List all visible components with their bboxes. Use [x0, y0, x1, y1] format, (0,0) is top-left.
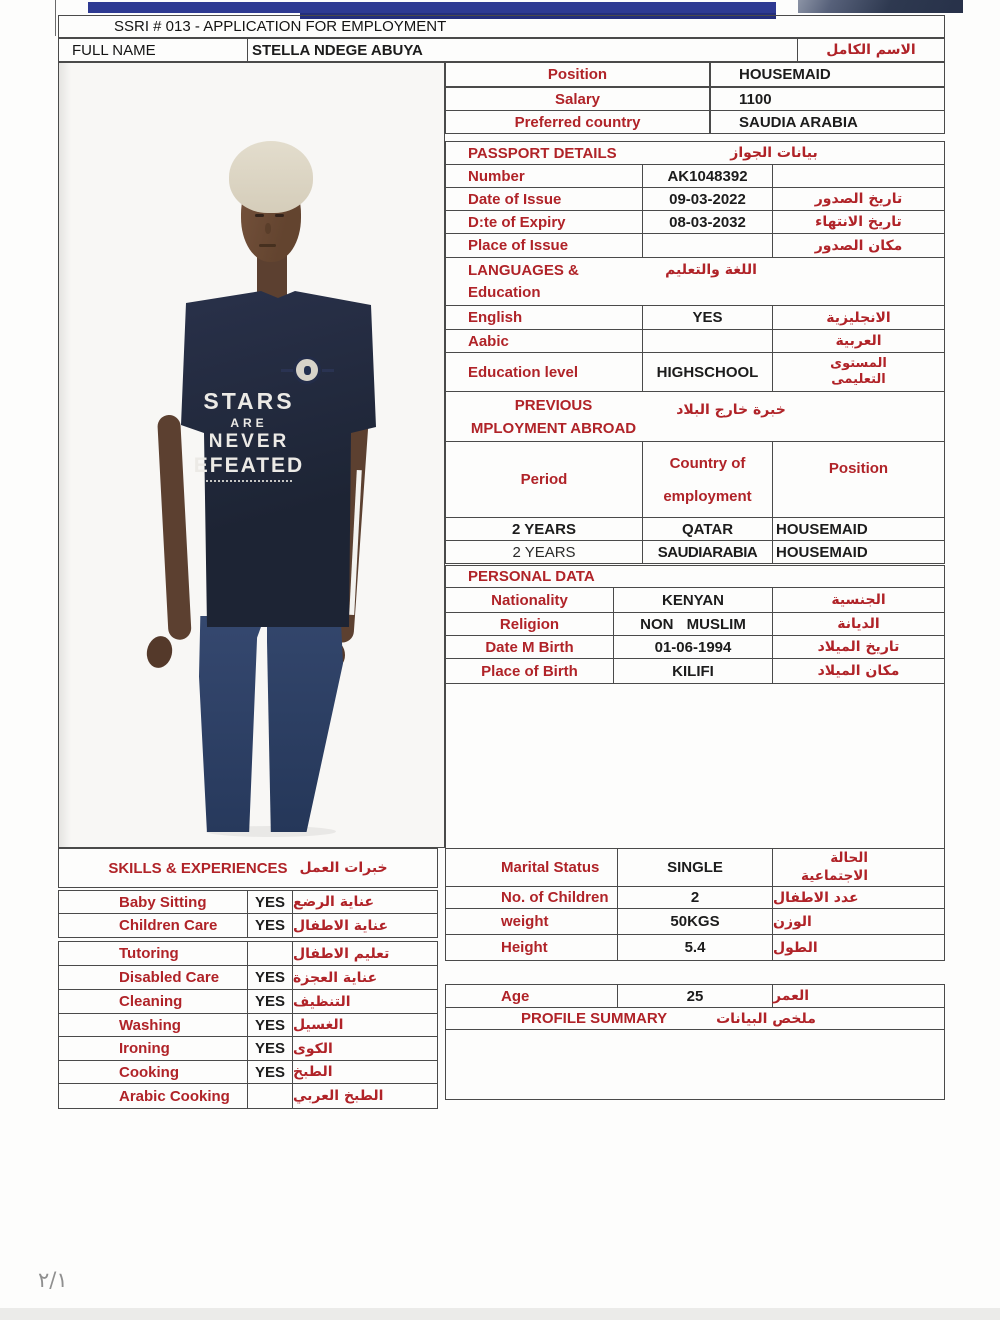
arabic-language-value [642, 329, 773, 353]
place-of-issue-arabic: مكان الصدور [772, 233, 945, 258]
previous-employment-title [446, 394, 661, 440]
photo-eye-left [255, 214, 264, 217]
languages-title-line2: Education [468, 283, 541, 301]
weight-value: 50KGS [617, 908, 773, 935]
position-value: HOUSEMAID [710, 62, 945, 87]
education-level-value: HIGHSCHOOL [642, 352, 773, 392]
previous-employment-title-line1: PREVIOUS [514, 396, 593, 414]
date-of-birth-label: Date M Birth [445, 635, 614, 659]
weight-label: weight [445, 908, 618, 935]
tshirt-print-line4: EFEATED [193, 454, 305, 477]
tshirt-logo-wing-left [281, 369, 293, 372]
passport-number-arabic [772, 164, 945, 188]
languages-title-arabic: اللغة والتعليم [665, 262, 757, 278]
skill-ironing-label: Ironing [58, 1036, 248, 1061]
weight-arabic: الوزن [772, 908, 945, 935]
tshirt-print-line2: ARE [230, 416, 268, 430]
full-name-value: STELLA NDEGE ABUYA [247, 38, 798, 62]
religion-label: Religion [445, 612, 614, 636]
marital-status-value: SINGLE [617, 848, 773, 887]
skill-disabled-care-value: YES [247, 965, 293, 990]
skill-ironing-arabic: الكوى [292, 1036, 438, 1061]
nationality-label: Nationality [445, 587, 614, 613]
skill-children-care-arabic: عناية الاطفال [292, 913, 438, 938]
skill-disabled-care-label: Disabled Care [58, 965, 248, 990]
skill-cooking-value: YES [247, 1060, 293, 1084]
skill-children-care-label: Children Care [58, 913, 248, 938]
skill-cooking-label: Cooking [58, 1060, 248, 1084]
skill-disabled-care-arabic: عناية العجزة [292, 965, 438, 990]
date-of-issue-arabic: تاريخ الصدور [772, 187, 945, 211]
children-count-arabic: عدد الاطفال [772, 886, 945, 909]
marital-status-arabic [772, 848, 945, 887]
photo-jeans-left-leg [199, 616, 265, 832]
passport-title-arabic: بيانات الجواز [730, 145, 818, 161]
preferred-country-label: Preferred country [445, 110, 710, 134]
employment-header-country-line1: Country of [669, 454, 746, 472]
photo-jeans-right-leg [267, 616, 343, 832]
tshirt-print-line1: STARS [203, 388, 295, 414]
profile-summary-empty-box [445, 1029, 945, 1100]
tshirt-print-smallline [206, 480, 292, 482]
position-label: Position [445, 62, 710, 87]
skills-title-arabic: خبرات العمل [299, 860, 388, 876]
photo-arm-left [157, 414, 192, 640]
employment-header-position: Position [772, 441, 945, 518]
employment-row2-period: 2 YEARS [445, 540, 643, 564]
skill-arabic-cooking-arabic: الطبخ العربي [292, 1083, 438, 1109]
full-name-label-arabic: الاسم الكامل [797, 38, 945, 62]
tshirt-print-text [189, 390, 309, 482]
place-of-birth-arabic: مكان الميلاد [772, 658, 945, 684]
age-arabic: العمر [772, 984, 945, 1008]
skill-ironing-value: YES [247, 1036, 293, 1061]
children-count-value: 2 [617, 886, 773, 909]
passport-section-header [445, 141, 945, 165]
applicant-photo [58, 62, 445, 848]
english-arabic: الانجليزية [772, 305, 945, 330]
personal-data-title: PERSONAL DATA [445, 565, 945, 588]
employment-row2-position: HOUSEMAID [772, 540, 945, 564]
salary-value: 1100 [710, 87, 945, 111]
passport-number-value: AK1048392 [642, 164, 773, 188]
skill-washing-label: Washing [58, 1013, 248, 1037]
form-title: SSRI # 013 - APPLICATION FOR EMPLOYMENT [58, 15, 945, 38]
skill-tutoring-label: Tutoring [58, 941, 248, 966]
place-of-issue-label: Place of Issue [445, 233, 643, 258]
bottom-scan-strip [0, 1308, 1000, 1320]
photo-hand-left [144, 634, 175, 670]
employment-row1-position: HOUSEMAID [772, 517, 945, 541]
date-of-expiry-arabic: تاريخ الانتهاء [772, 210, 945, 234]
salary-label: Salary [445, 87, 710, 111]
employment-row1-period: 2 YEARS [445, 517, 643, 541]
photo-edge-shading [59, 63, 71, 847]
languages-section-header [445, 257, 945, 306]
tshirt-logo-wing-right [322, 369, 334, 372]
profile-summary-arabic: ملخص البيانات [716, 1010, 816, 1027]
skill-cleaning-arabic: التنظيف [292, 989, 438, 1014]
profile-summary-label: PROFILE SUMMARY [521, 1010, 668, 1027]
religion-arabic: الديانة [772, 612, 945, 636]
skill-arabic-cooking-value [247, 1083, 293, 1109]
date-of-expiry-value: 08-03-2032 [642, 210, 773, 234]
skills-title: SKILLS & EXPERIENCES [108, 859, 288, 877]
height-label: Height [445, 934, 618, 961]
english-value: YES [642, 305, 773, 330]
skill-baby-sitting-label: Baby Sitting [58, 890, 248, 914]
skill-cleaning-label: Cleaning [58, 989, 248, 1014]
photo-headwrap [229, 141, 313, 213]
skill-children-care-value: YES [247, 913, 293, 938]
place-of-birth-value: KILIFI [613, 658, 773, 684]
employment-header-country-line2: employment [663, 487, 752, 505]
nationality-arabic: الجنسية [772, 587, 945, 613]
height-value: 5.4 [617, 934, 773, 961]
skill-cleaning-value: YES [247, 989, 293, 1014]
date-of-expiry-label: D:te of Expiry [445, 210, 643, 234]
age-value: 25 [617, 984, 773, 1008]
arabic-language-arabic: العربية [772, 329, 945, 353]
previous-employment-title-line2: MPLOYMENT ABROAD [470, 419, 637, 437]
date-of-birth-value: 01-06-1994 [613, 635, 773, 659]
marital-status-label: Marital Status [445, 848, 618, 887]
height-arabic: الطول [772, 934, 945, 961]
date-of-birth-arabic: تاريخ الميلاد [772, 635, 945, 659]
skill-tutoring-arabic: تعليم الاطفال [292, 941, 438, 966]
arabic-language-label: Aabic [445, 329, 643, 353]
languages-title-line1: LANGUAGES & [468, 261, 579, 279]
previous-employment-header [445, 391, 945, 442]
age-label: Age [445, 984, 618, 1008]
page-number: ٢/١ [38, 1268, 68, 1292]
employment-header-country [642, 441, 773, 518]
scan-artifact-line [55, 0, 56, 36]
previous-employment-title-arabic: خبرة خارج البلاد [676, 402, 786, 418]
skill-baby-sitting-value: YES [247, 890, 293, 914]
skill-washing-arabic: الغسيل [292, 1013, 438, 1037]
english-label: English [445, 305, 643, 330]
passport-title: PASSPORT DETAILS [468, 144, 617, 162]
religion-value: NON MUSLIM [613, 612, 773, 636]
cropped-photo-fragment [798, 0, 963, 13]
preferred-country-value: SAUDIA ARABIA [710, 110, 945, 134]
profile-summary-header [445, 1007, 945, 1030]
date-of-issue-label: Date of Issue [445, 187, 643, 211]
employment-header-period: Period [445, 441, 643, 518]
place-of-birth-label: Place of Birth [445, 658, 614, 684]
photo-eye-right [275, 214, 284, 217]
tshirt-print-line3: NEVER [208, 431, 290, 452]
place-of-issue-value [642, 233, 773, 258]
marital-status-arabic-text: الحالة الاجتماعية [801, 849, 868, 884]
nationality-value: KENYAN [613, 587, 773, 613]
employment-header-country-lines [643, 455, 772, 505]
skill-cooking-arabic: الطبخ [292, 1060, 438, 1084]
children-count-label: No. of Children [445, 886, 618, 909]
employment-row2-country: SAUDIARABIA [642, 540, 773, 564]
full-name-label: FULL NAME [58, 38, 248, 62]
empty-region [445, 683, 945, 849]
skills-section-header [58, 848, 438, 888]
employment-row1-country: QATAR [642, 517, 773, 541]
top-blue-bar [88, 2, 776, 13]
education-level-arabic-text: المستوى التعليمى [830, 355, 887, 387]
languages-title [446, 260, 579, 304]
skill-tutoring-value [247, 941, 293, 966]
skill-washing-value: YES [247, 1013, 293, 1037]
photo-nose [265, 223, 271, 234]
skill-baby-sitting-arabic: عناية الرضع [292, 890, 438, 914]
education-level-label: Education level [445, 352, 643, 392]
photo-mouth [259, 244, 276, 247]
tshirt-logo-emblem [304, 366, 311, 375]
education-level-arabic [772, 352, 945, 392]
date-of-issue-value: 09-03-2022 [642, 187, 773, 211]
skill-arabic-cooking-label: Arabic Cooking [58, 1083, 248, 1109]
passport-number-label: Number [445, 164, 643, 188]
